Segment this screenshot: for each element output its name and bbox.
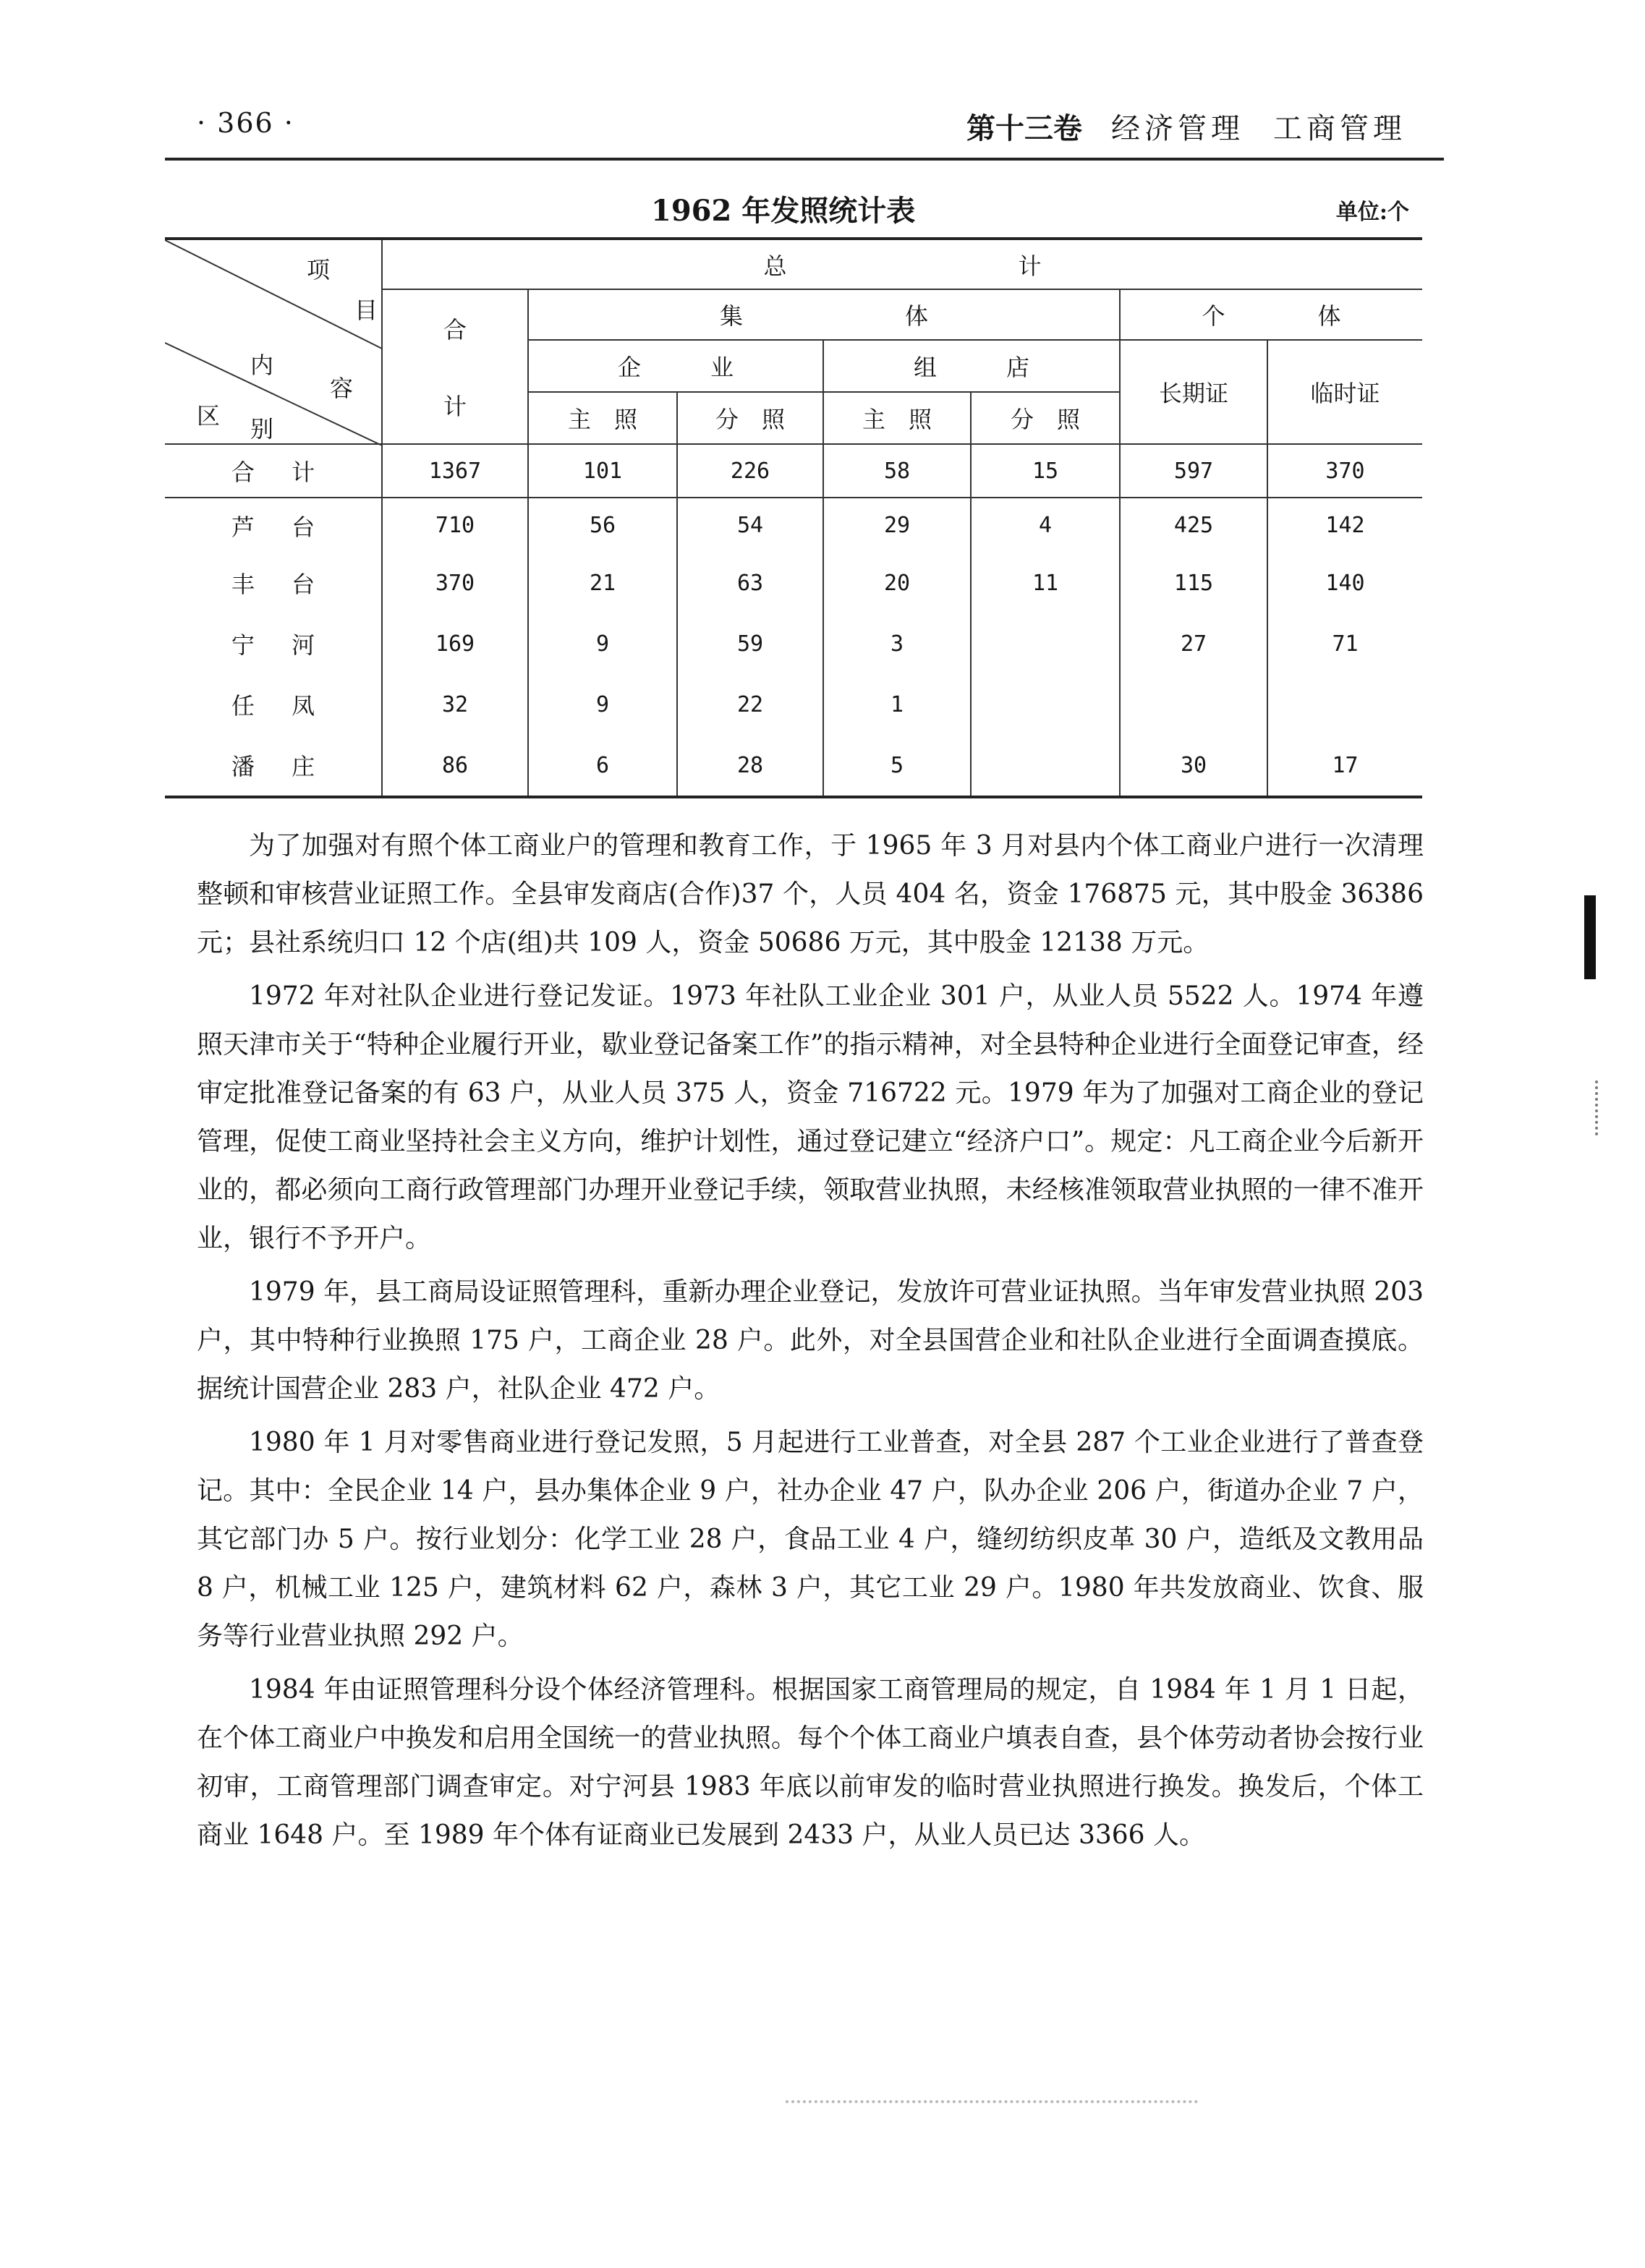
cell-total: 86 <box>382 735 528 797</box>
cell-grp-branch <box>971 735 1120 797</box>
header-group-store: 组 店 <box>823 340 1120 392</box>
cell-total: 710 <box>382 498 528 553</box>
header-enterprise-main: 主 照 <box>528 392 677 444</box>
license-stats-table <box>165 237 1422 798</box>
cell-ent-branch: 59 <box>677 613 823 674</box>
cell-ent-main: 6 <box>528 735 677 797</box>
cell-ent-branch: 226 <box>677 444 823 498</box>
header-enterprise: 企 业 <box>528 340 823 392</box>
table-row <box>165 735 1422 797</box>
cell-ent-main: 9 <box>528 674 677 735</box>
cell-long-term: 27 <box>1120 613 1267 674</box>
table-unit: 单位:个 <box>1335 200 1409 225</box>
cell-grp-branch <box>971 613 1120 674</box>
paragraph-1984-individual-economy: 1984 年由证照管理科分设个体经济管理科。根据国家工商管理局的规定，自 1984 年 1 月 1 日起，在个体工商业户中换发和启用全国统一的营业执照。每个个体工商业户填表自查，县个体劳动者协会按行业初审，工商管理部门调查审定。对宁河县 1983 年底以前审发的临时营业执照进行换发。换发后，个体工商业 1648 户。至 1989 年个体有证商业已发展到 2433 户，从业人员已达 3366 人。 <box>197 1675 1424 1850</box>
body-text <box>197 822 1424 1864</box>
cell-temporary: 17 <box>1267 735 1422 797</box>
cell-ent-main: 9 <box>528 613 677 674</box>
cell-grp-branch <box>971 674 1120 735</box>
cell-grp-main: 5 <box>823 735 971 797</box>
cell-temporary: 140 <box>1325 570 1365 596</box>
corner-label-mu: 目 <box>354 297 378 324</box>
cell-temporary: 370 <box>1267 444 1422 498</box>
cell-long-term: 425 <box>1120 498 1267 553</box>
cell-grp-branch: 4 <box>971 498 1120 553</box>
header-individual: 个 体 <box>1120 289 1422 340</box>
scan-bottom-noise <box>786 2100 1198 2107</box>
header-enterprise-branch: 分 照 <box>677 392 823 444</box>
header-rule <box>165 158 1444 161</box>
header-group-main: 主 照 <box>823 392 971 444</box>
cell-total: 1367 <box>382 444 528 498</box>
table-row <box>165 553 1422 613</box>
cell-long-term: 115 <box>1120 553 1267 613</box>
header-temporary: 临时证 <box>1267 340 1422 444</box>
cell-ent-main: 101 <box>528 444 677 498</box>
cell-grp-main: 1 <box>823 674 971 735</box>
section-label-economic: 经济管理 <box>1111 112 1244 145</box>
cell-region: 潘庄 <box>165 735 382 797</box>
header-long-term: 长期证 <box>1120 340 1267 444</box>
cell-ent-branch: 54 <box>677 498 823 553</box>
cell-region: 任凤 <box>165 674 382 735</box>
corner-label-item: 项 <box>307 256 331 284</box>
section-label-commerce: 工商管理 <box>1273 112 1406 145</box>
table-corner-header <box>165 239 382 444</box>
cell-grp-branch: 15 <box>971 444 1120 498</box>
header-total: 总 计 <box>382 239 1422 289</box>
cell-ent-main: 56 <box>528 498 677 553</box>
table-row <box>165 444 1422 498</box>
cell-ent-branch: 63 <box>677 553 823 613</box>
header-total-col-bottom: 计 <box>443 393 467 420</box>
cell-ent-branch: 28 <box>677 735 823 797</box>
cell-long-term: 597 <box>1120 444 1267 498</box>
paragraph-1979-license-section: 1979 年，县工商局设证照管理科，重新办理企业登记，发放许可营业证执照。当年审发营业执照 203 户，其中特种行业换照 175 户，工商企业 28 户。此外，对全县国营企业和社队企业进行全面调查摸底。据统计国营企业 283 户，社队企业 472 户。 <box>197 1277 1424 1404</box>
paragraph-1972-registration: 1972 年对社队企业进行登记发证。1973 年社队工业企业 301 户，从业人员 5522 人。1974 年遵照天津市关于“特种企业履行开业，歇业登记备案工作”的指示精神，对全县特种企业进行全面登记审查，经审定批准登记备案的有 63 户，从业人员 375 人，资金 716722 元。1979 年为了加强对工商企业的登记管理，促使工商业坚持社会主义方向，维护计划性，通过登记建立“经济户口”。规定：凡工商企业今后新开业的，都必须向工商行政管理部门办理开业登记手续，领取营业执照，未经核准领取营业执照的一律不准开业，银行不予开户。 <box>197 981 1424 1253</box>
table-row <box>165 613 1422 674</box>
cell-grp-branch: 11 <box>971 553 1120 613</box>
header-total-column <box>382 289 528 444</box>
cell-ent-main: 21 <box>528 553 677 613</box>
cell-grp-main: 20 <box>823 553 971 613</box>
cell-region: 丰台 <box>165 553 382 613</box>
cell-region: 芦台 <box>165 498 382 553</box>
table-row <box>165 674 1422 735</box>
cell-total: 32 <box>382 674 528 735</box>
paragraph-1980-census: 1980 年 1 月对零售商业进行登记发照，5 月起进行工业普查，对全县 287 个工业企业进行了普查登记。其中：全民企业 14 户，县办集体企业 9 户，社办企业 47 户，队办企业 206 户，街道办企业 7 户，其它部门办 5 户。按行业划分：化学工业 28 户，食品工业 4 户，缝纫纺织皮革 30 户，造纸及文教用品 8 户，机械工业 125 户，建筑材料 62 户，森林 3 户，其它工业 29 户。1980 年共发放商业、饮食、服务等行业营业执照 292 户。 <box>197 1428 1424 1651</box>
cell-long-term: 30 <box>1120 735 1267 797</box>
cell-long-term <box>1120 674 1267 735</box>
cell-region: 合计 <box>165 444 382 498</box>
volume-label: 第十三卷 <box>966 111 1082 145</box>
corner-label-bie: 别 <box>250 415 274 443</box>
cell-total: 169 <box>382 613 528 674</box>
cell-grp-main: 29 <box>823 498 971 553</box>
running-header <box>966 106 1406 147</box>
cell-temporary: 71 <box>1332 631 1359 657</box>
cell-temporary: 142 <box>1325 513 1365 538</box>
header-group-branch: 分 照 <box>971 392 1120 444</box>
scan-margin-dots <box>1595 1080 1602 1135</box>
cell-region: 宁河 <box>165 613 382 674</box>
header-collective: 集 体 <box>528 289 1120 340</box>
page-number: · 366 · <box>197 107 294 139</box>
table-title: 1962 年发照统计表 <box>651 194 916 228</box>
paragraph-1965-rectification: 为了加强对有照个体工商业户的管理和教育工作，于 1965 年 3 月对县内个体工商业户进行一次清理整顿和审核营业证照工作。全县审发商店(合作)37 个，人员 404 名，资金 176875 元，其中股金 36386 元；县社系统归口 12 个店(组)共 109 人，资金 50686 万元，其中股金 12138 万元。 <box>197 831 1424 958</box>
cell-temporary <box>1267 674 1422 735</box>
header-total-col-top: 合 <box>443 316 467 344</box>
cell-grp-main: 3 <box>823 613 971 674</box>
cell-ent-branch: 22 <box>677 674 823 735</box>
scan-margin-mark <box>1584 895 1596 979</box>
table-row <box>165 498 1422 553</box>
cell-grp-main: 58 <box>823 444 971 498</box>
corner-label-nei: 内 <box>250 351 274 379</box>
cell-total: 370 <box>382 553 528 613</box>
corner-label-qu: 区 <box>197 402 221 430</box>
corner-label-rong: 容 <box>330 375 354 402</box>
